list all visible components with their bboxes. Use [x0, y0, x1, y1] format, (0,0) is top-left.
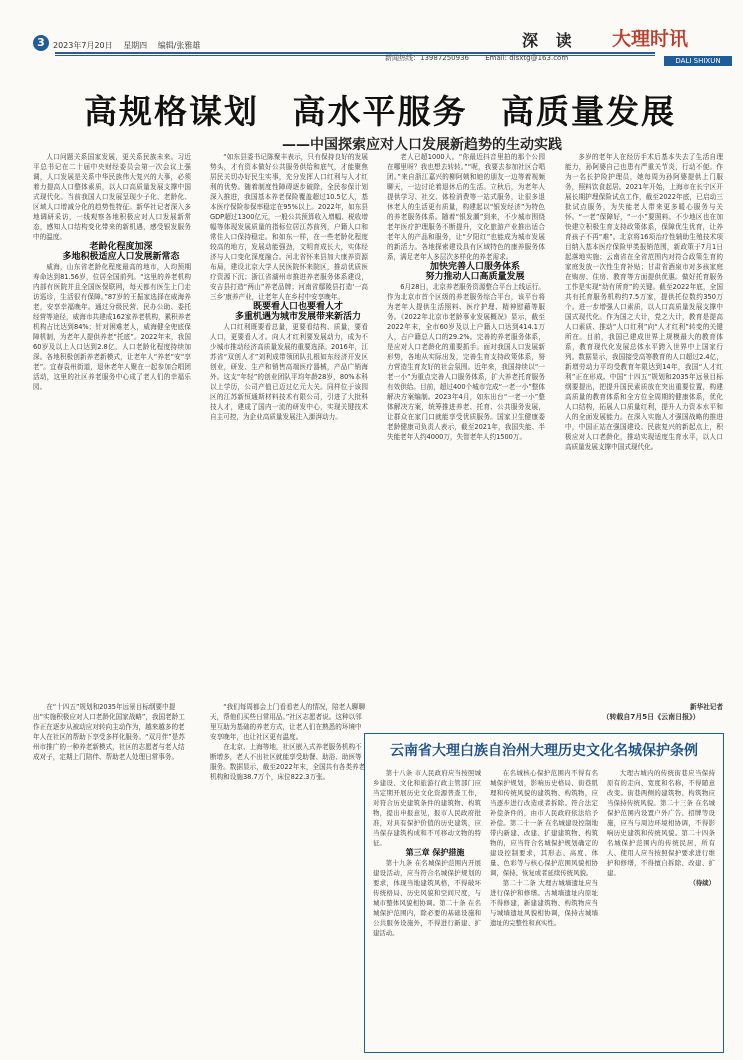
paragraph: “如东县委书记陈聚丰表示，只有保持良好的发展势头，才有资本做好公共服务供给和底气，才能聚焦居民关切办好民生实事，充分发挥人口红利与人才红利的优势。随着制度性障碍逐步破除，全民参保计划深入推进，我国基本养老保险覆盖超过10.5亿人，基本医疗保险参保率稳定在95%以上。2022年，如东县GDP超过1300亿元，一般公共预算收入增幅、税收增幅等体现发展质量的指标位居江苏前列，户籍人口和常住人口保持稳定。和如东一样，在一些老龄化程度较高的地方，发展动能强劲，文明育成长大，实体经济与人口变化深度融合。河北省怀来县加大康养资源布局，建设北京大学人民医院怀来院区，推动优质医疗资源下沉；浙江省湖州市推进养老服务体系建设，安吉县打造“两山”养老品牌；河南省鄢陵县打造‘一高三乡’康养产业，让老年人在乡村中安享晚年。: [210, 153, 368, 301]
headline: [40, 86, 720, 133]
article-signoff: [565, 702, 723, 730]
brand-pinyin: DALI SHIXUN: [664, 56, 732, 66]
header-info: [53, 40, 208, 51]
weekday: 星期四: [123, 41, 148, 50]
date: 2023年7月20日: [53, 41, 113, 50]
subheading: 努力推动人口高质量发展: [425, 272, 525, 282]
subheading: 老龄化程度加深: [89, 242, 153, 252]
hotline: 新闻热线：13987250936: [385, 54, 469, 62]
subheading: 多地积极适应人口发展新常态: [62, 252, 180, 262]
byline: 新华社记者: [690, 703, 723, 711]
regulation-column-1: [373, 768, 481, 1044]
paragraph: 大理古城内的传统街巷应当保持原有的走向、宽度和名称，不得随意改变。街巷两侧的建筑物、构筑物应当保持传统风貌。第二十三条 在名城保护范围内设置户外广告、招牌等设施，应当与周边环境相协调，不得影响历史建筑和传统风貌。第二十四条 名城保护范围内的传统民居，所有人、使用人应当按照保护要求进行维护和修缮，不得擅自拆除、改建、扩建。: [607, 769, 715, 877]
article-column-1: [33, 152, 191, 392]
header-contacts: [385, 53, 582, 63]
paragraph: 在北京、上海等地，社区嵌入式养老服务机构不断增多，老人不出社区就能享受助餐、助浴、助医等服务。数据显示，截至2022年末，全国共有各类养老机构和设施38.7万个，床位822.3万张。: [210, 743, 366, 781]
regulation-title: 云南省大理白族自治州大理历史文化名城保护条例: [390, 743, 698, 759]
source-note: （转载自7月5日《云南日报》）: [602, 713, 700, 721]
article-column-2-cont: [210, 702, 368, 1052]
email: Email: dlsxtg@163.com: [485, 54, 569, 62]
page-number-badge: 3: [33, 35, 49, 51]
subheading: 既要看人口也要看人才: [252, 302, 343, 312]
headline-part-2: 高水平服务: [292, 92, 468, 131]
regulation-box: [364, 733, 724, 1053]
section-title: 深 读: [522, 31, 578, 50]
subheading: 多重机遇为城市发展带来新活力: [234, 312, 361, 322]
headline-part-1: 高规格谋划: [84, 92, 259, 131]
to-be-continued: （待续）: [689, 879, 715, 887]
regulation-column-3: [607, 768, 715, 1044]
paragraph: 人口问题关系国家发展，更关系民族未来。习近平总书记在二十届中央财经委员会第一次会议上强调，人口发展是关系中华民族伟大复兴的大事，必须着力提高人口整体素质，以人口高质量发展支撑中国式现代化。当前我国人口发展呈现少子化、老龄化、区域人口增减分化的趋势性特征。新华社记者深入多地调研采访，一线观察各地积极应对人口发展新常态，感知人口结构变化带来的新机遇，感受银发服务中的温度。: [33, 153, 191, 241]
page-header: [0, 0, 743, 66]
article-column-1-cont: [33, 702, 191, 1052]
newspaper-brand: 大理时讯: [612, 28, 689, 50]
paragraph: 6月28日，北京养老服务资源整合平台上线运行。作为北京市首个区级的养老服务综合平台，该平台将为老年人提供生活照料、医疗护理、精神慰藉等服务。《2022年北京市老龄事业发展概况》显示，截至2022年末，全市60岁及以上户籍人口达到414.1万人，占户籍总人口的29.2%。完善的养老服务体系，是应对人口老龄化的重要抓手。面对我国人口发展新形势，各地从实际出发，完善生育支持政策体系，努力营造生育友好的社会氛围。近年来，我国持续以“一老一小”为重点完善人口服务体系，扩大养老托育服务有效供给。目前，超过400个城市完成“一老一小”整体解决方案编制。2023年4月，如东出台“一老一小”整体解决方案，统筹推进养老、托育、公共服务发展，让群众在家门口就能享受优质服务。国家卫生健康委老龄健康司负责人表示，截至2021年，我国失能、半失能老年人约4000万，失智老年人约1500万。: [387, 283, 545, 441]
article-body: [33, 152, 723, 702]
paragraph: 在“十四五”规划和2035年远景目标纲要中提出“实施积极应对人口老龄化国家战略”，我国老龄工作正在逐步从被动应对转向主动作为，越来越多的老年人在社区的帮助下享受多样化服务。“双月伴”是苏州市推广的一种养老新模式，社区的志愿者与老人结成对子，定期上门陪伴、帮助老人处理日常事务。: [33, 703, 185, 761]
paragraph: 人口红利既要看总量，更要看结构、质量，要看人口，更要看人才。向人才红利要发展动力，成为不少城市推动经济高质量发展的重要选择。2016年，江苏省“双创人才”刘利成带领团队扎根如东经济开发区创业，研发、生产和销售高端医疗器械，产品广销海外。这支“年轻”的创业团队平均年龄28岁，80%本科以上学历，公司产值已迈过亿元大关。同样位于该园区的江苏新恒通斯材料技术有限公司，引进了大批科技人才，建成了国内一流的研发中心，实现关键技术自主可控，为企业高质量发展注入澎湃动力。: [210, 323, 368, 421]
headline-subtitle: ——中国探索应对人口发展新趋势的生动实践: [282, 137, 562, 153]
paragraph: 在名城核心保护范围内不得有名城保护规划，影响历史格局、街巷肌理和传统风貌的建筑物、构筑物，应当逐步进行改造或者拆除。符合法定补偿条件的，由市人民政府依法给予补偿。第二十一条 在名城建设控制地带内新建、改建、扩建建筑物、构筑物的，应当符合名城保护规划确定的建设控制要求，其形态、高度、体量、色彩等与核心保护范围风貌相协调，保持、恢复或者延续传统风貌。: [490, 769, 598, 877]
article-column-2: [210, 152, 368, 422]
paragraph: 多岁的老年人在经历手术后基本失去了生活自理能力，孙阿婆自己也患有严重关节炎，行动不便。作为一名长护险护理员，她每周为孙阿婆提供上门服务，照料饮食起居。2021年开始，上海市在长宁区开展长期护理保险试点工作，截至2022年底，已启动三批试点服务，为失能老人带来更多暖心服务与关怀。“一老”保障好，“一小”要照料。不少地区也在加快建立积极生育支持政策体系，保障优生优育，让养育孩子不再“难”。北京将16项治疗性辅助生殖技术项目纳入基本医疗保险甲类报销范围，新政策于7月1日起落地实施；云南省在全省范围内对符合政策生育的家庭发放一次性生育补贴；甘肃省酒泉市对多孩家庭在购房、住房、教育等方面提供优惠。做好托育服务工作是实现“幼有所育”的关键。截至2022年底，全国共有托育服务机构约7.5万家，提供托位数约350万个。进一步增强人口素质，以人口高质量发展支撑中国式现代化。作为国之大计，党之大计，教育是提高人口素质、推动“人口红利”向“人才红利”转变的关键所在。目前，我国已建成世界上规模最大的教育体系，教育现代化发展总体水平跨入世界中上国家行列。数据显示，我国接受高等教育的人口超过2.4亿，新增劳动力平均受教育年限达到14年，我国“人才红利”正在形成。中国“十四五”规划和2035年远景目标纲要提出，把提升国民素质放在突出重要位置，构建高质量的教育体系和全方位全周期的健康体系，优化人口结构，拓展人口质量红利，提升人力资本水平和人的全面发展能力。在深入实施人才强国战略的推进中，中国正站在强国建设、民族复兴的新起点上，积极应对人口老龄化，推动实现适度生育水平，以人口高质量发展支撑中国式现代化。: [565, 153, 723, 451]
paragraph: 老人已超1000人。“你最近抖音里拍的那个公园在哪里呀？我也想去转转。”“呢，我要去参加社区合唱团。”来自浙江嘉兴的柳阿姨和她的朋友一边等着视频聊天，一边讨论着退休后的生活。立秋后，为老年人提供学习、社交、体检消费等一站式服务，让很多退休老人的生活更有质量，构建起以“银发经济”为特色的养老服务体系。随着“银发潮”到来，不少城市围绕老年医疗护理服务不断提升，文化旅游产业推出适合老年人的产品和服务，让“夕阳红”也能成为城市发展的新活力。各地探索建设具有区域特色的康养服务体系，满足老年人多层次多样化的养老需求。: [387, 153, 545, 261]
paragraph: 第二十二条 大理古城墙遗址应当进行保护和修缮。古城墙遗址内原址不得修建，新建建筑物、构筑物应当与城墙遗址风貌相协调，保持古城墙遗址的完整性和真实性。: [490, 879, 598, 927]
paragraph: 第十八条 市人民政府应当按照城乡建设、文化和旅游行政主管部门应当定期开展历史文化资源普查工作，对符合历史建筑条件的建筑物、构筑物，提出申报意见，报市人民政府批准，对具有保护价值的历史建筑，应当保存建筑构成和不可移动文物的特征。: [373, 769, 481, 847]
paragraph: “我们每周都会上门看看老人的情况，陪老人聊聊天，帮他们买些日常用品。”社区志愿者说。这种以邻里互助为基础的养老方式，让老人们在熟悉的环境中安享晚年，也让社区更有温度。: [210, 703, 366, 741]
editor: 编辑/张雅雄: [157, 41, 201, 50]
regulation-column-2: [490, 768, 598, 1044]
paragraph: 第十九条 在名城保护范围内开展建设活动，应当符合名城保护规划的要求，体现当地建筑风格，不得破坏传统格局、历史风貌和空间尺度，与城市整体风貌相协调。第二十条 在名城保护范围内，除必要的基础设施和公共服务设施外，不得进行新建、扩建活动。: [373, 859, 481, 937]
headline-part-3: 高质量发展: [501, 92, 676, 131]
article-column-3: [387, 152, 545, 442]
chapter-heading: 第三章 保护措施: [405, 848, 465, 857]
article-column-4: [565, 152, 723, 702]
paragraph: 威海，山东省老龄化程度最高的地市，人均预期寿命达到81.56岁，位居全国前列。“这里的养老机构内部有医院并且全国医保联网，每天都有医生上门走访巡诊，生活很有保障。”87岁的王振家选择在威海养老，安享幸福晚年。通过分级民营、民办公助、委托经营等途径，威海市共建成162家养老机构，累积养老机构占比达到84%；针对困难老人，威海健全兜底保障机制，为老年人提供养老“托底”。2022年末，我国60岁及以上人口达到2.8亿，人口老龄化程度持续加深。各地积极创新养老新模式，让老年人“养老”安“享老”。宜春袁州街道，退休老年人聚在一起参加合唱团活动，这里的社区养老服务中心成了老人们的幸福乐园。: [33, 263, 191, 391]
subheading: 加快完善人口服务体系: [429, 262, 520, 272]
